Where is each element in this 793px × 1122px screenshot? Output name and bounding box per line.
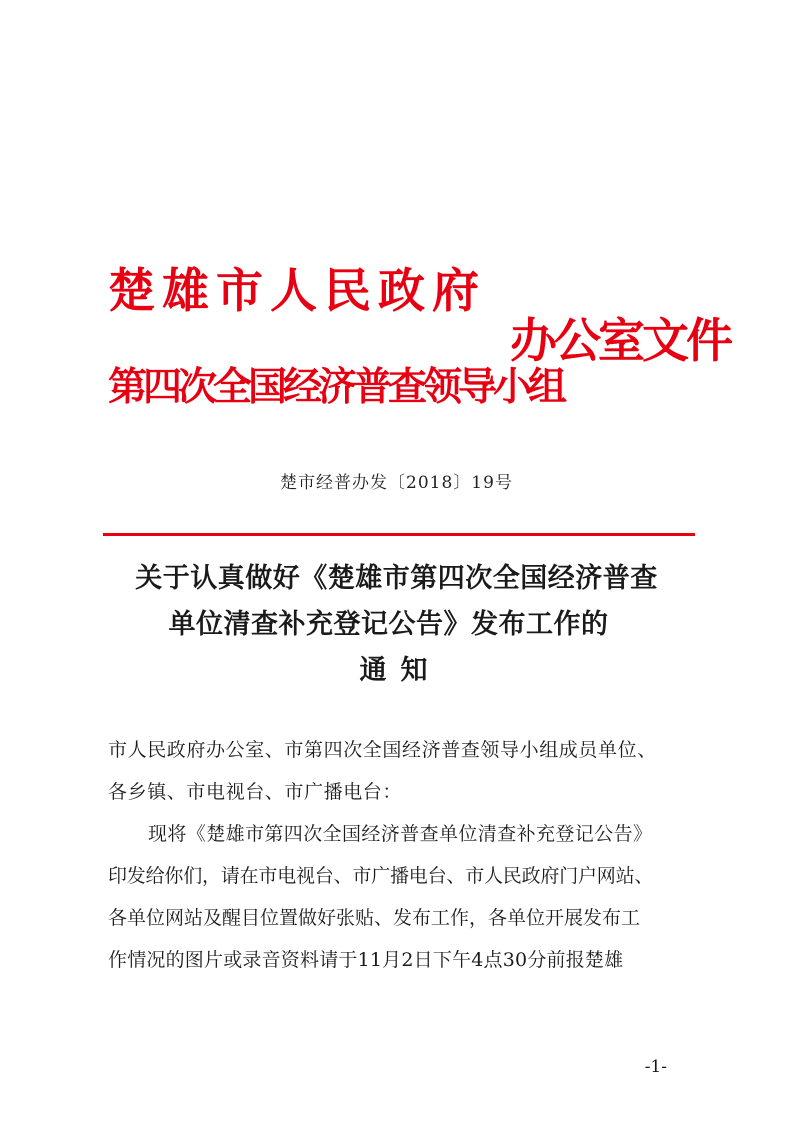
body-line: 各单位网站及醒目位置做好张贴、发布工作，各单位开展发布工: [108, 907, 641, 929]
document-title-line2: 单位清查补充登记公告》发布工作的: [168, 609, 609, 640]
page-number: -1-: [644, 1057, 667, 1077]
issuer-name-line2: 第四次全国经济普查领导小组: [108, 365, 564, 410]
issuer-name-line1: 楚雄市人民政府: [108, 264, 486, 319]
body-line: 作情况的图片或录音资料请于11月2日下午4点30分前报楚雄: [108, 949, 624, 971]
document-title-line1: 关于认真做好《楚雄市第四次全国经济普查: [135, 563, 658, 594]
red-divider-line: [103, 533, 695, 536]
body-line: 现将《楚雄市第四次全国经济普查单位清查补充登记公告》: [148, 823, 653, 845]
body-line: 各乡镇、市电视台、市广播电台：: [108, 781, 403, 803]
document-title-line3: 通知: [359, 655, 442, 686]
body-line: 印发给你们，请在市电视台、市广播电台、市人民政府门户网站、: [108, 865, 654, 887]
issuer-suffix: 办公室文件: [510, 314, 730, 369]
body-line: 市人民政府办公室、市第四次全国经济普查领导小组成员单位、: [108, 739, 657, 761]
document-number: 楚市经普办发〔2018〕19号: [280, 473, 513, 493]
